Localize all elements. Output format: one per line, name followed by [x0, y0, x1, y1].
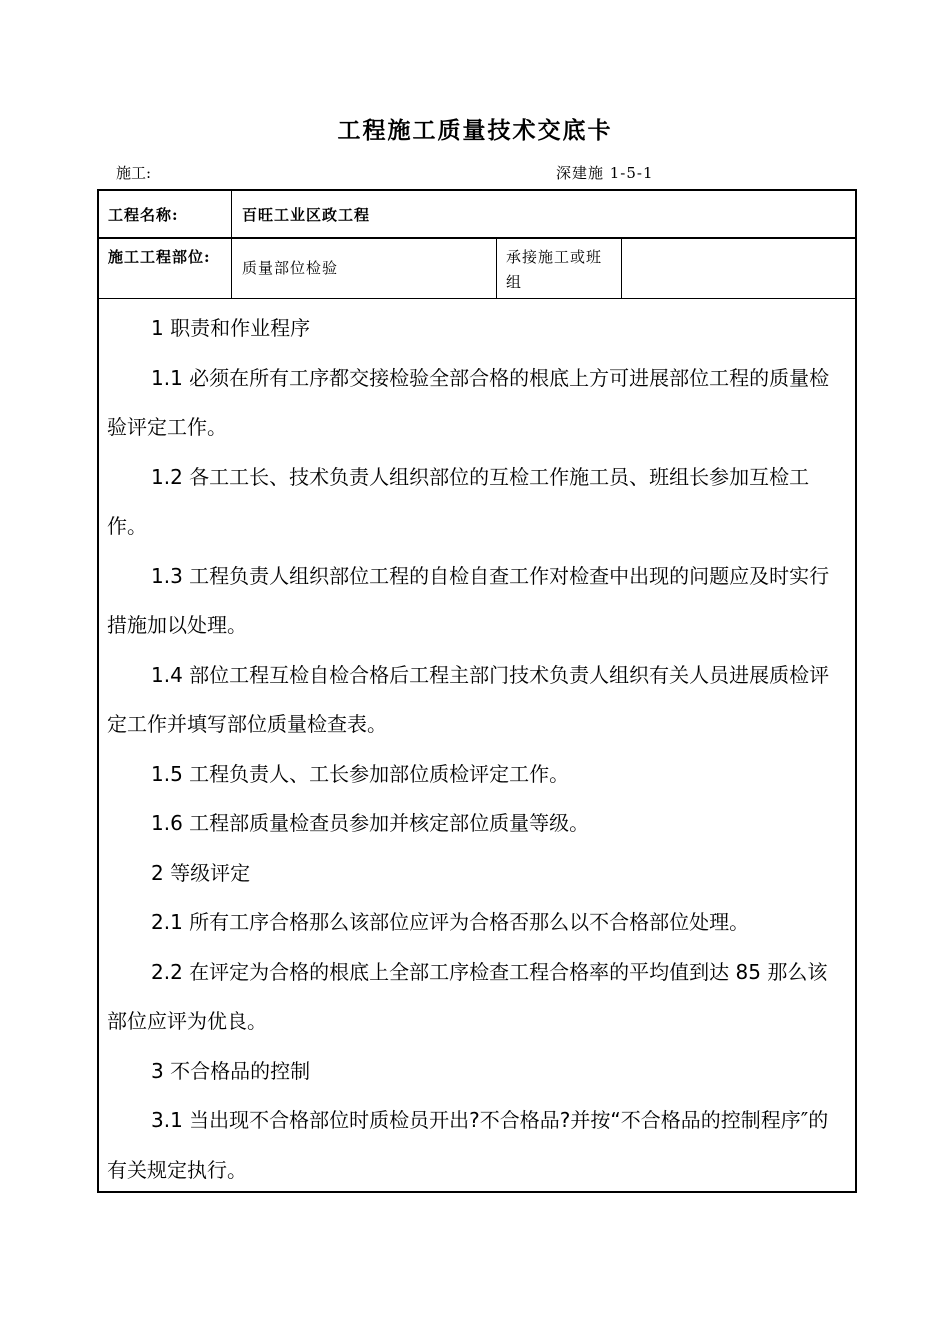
- construction-label: 施工:: [116, 164, 152, 182]
- section-heading: 2 等级评定: [151, 860, 251, 885]
- paragraph: 1.1 必须在所有工序都交接检验全部合格的根底上方可进展部位工程的质量检验评定工作。: [107, 365, 830, 439]
- project-name-value: 百旺工业区政工程: [242, 206, 371, 224]
- disclosure-table: [97, 189, 857, 1193]
- project-name-label: 工程名称:: [99, 191, 232, 237]
- paragraph: 2.1 所有工序合格那么该部位应评为合格否那么以不合格部位处理。: [151, 910, 750, 934]
- paragraph: 2.2 在评定为合格的根底上全部工序检查工程合格率的平均值到达 85 那么该部位应评为优良。: [107, 959, 828, 1033]
- paragraph: 1.3 工程负责人组织部位工程的自检自查工作对检查中出现的问题应及时实行措施加以处理。: [107, 563, 830, 637]
- project-part-row: [99, 237, 855, 299]
- paragraph: 1.2 各工工长、技术负责人组织部位的互检工作施工员、班组长参加互检工作。: [107, 464, 810, 538]
- disclosure-content: [107, 304, 843, 1195]
- section-heading: 1 职责和作业程序: [151, 316, 311, 340]
- document-title: 工程施工质量技术交底卡: [337, 117, 613, 144]
- project-part-value: 质量部位检验: [232, 237, 497, 298]
- paragraph: 1.4 部位工程互检自检合格后工程主部门技术负责人组织有关人员进展质检评定工作并填写部位质量检查表。: [107, 662, 830, 736]
- paragraph: 1.5 工程负责人、工长参加部位质检评定工作。: [151, 761, 570, 786]
- form-code: 深建施 1-5-1: [556, 164, 654, 182]
- paragraph: 3.1 当出现不合格部位时质检员开出?不合格品?并按“不合格品的控制程序″的有关规定执行。: [107, 1108, 829, 1182]
- section-heading: 3 不合格品的控制: [151, 1058, 311, 1083]
- contractor-label: 承接施工或班组: [497, 237, 622, 298]
- project-name-row: [99, 191, 855, 239]
- project-part-label: 施工工程部位:: [99, 237, 232, 298]
- paragraph: 1.6 工程部质量检查员参加并核定部位质量等级。: [151, 811, 590, 835]
- contractor-value: [622, 237, 855, 298]
